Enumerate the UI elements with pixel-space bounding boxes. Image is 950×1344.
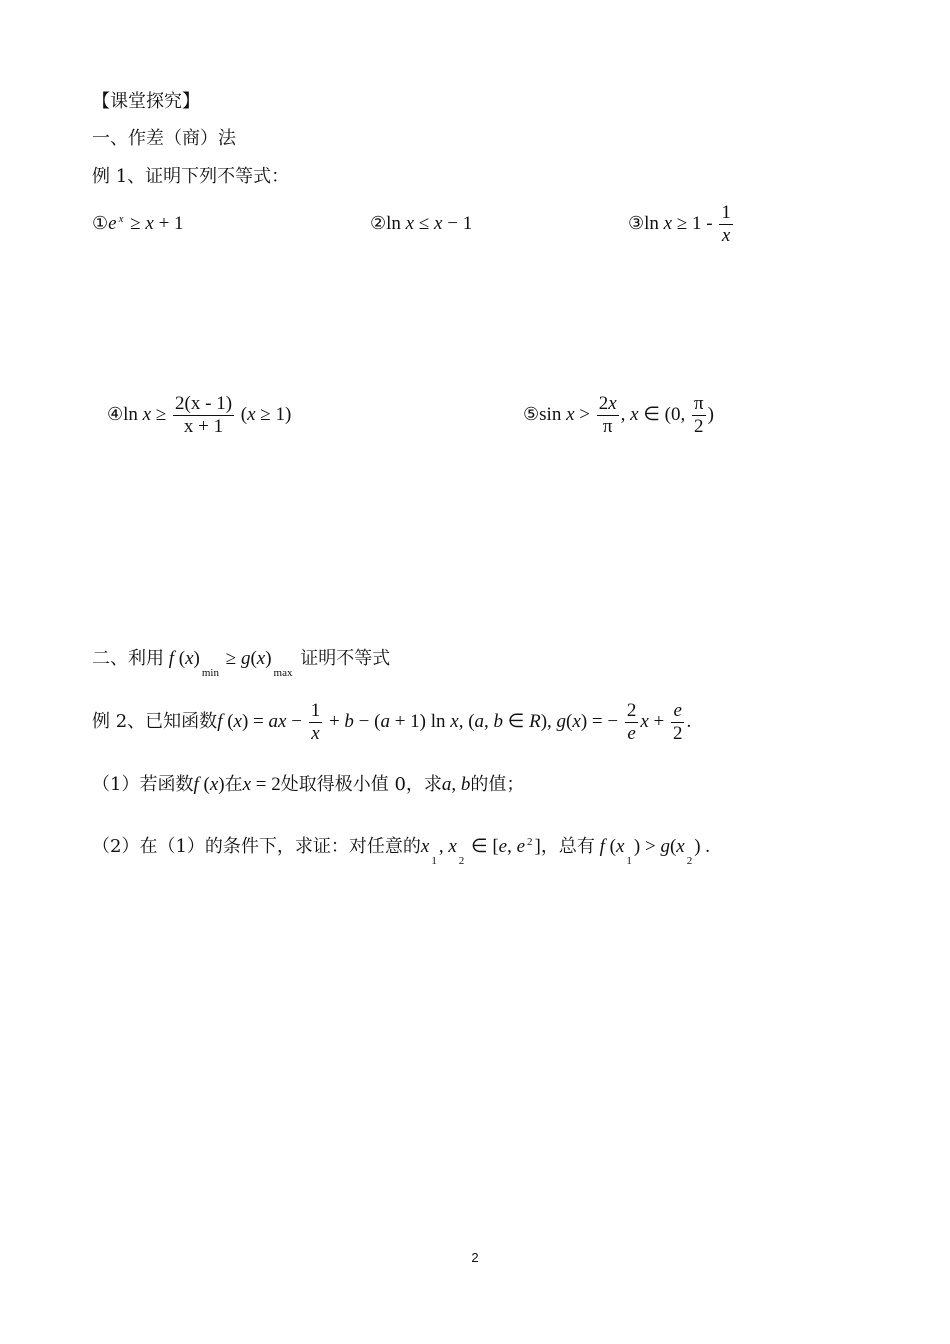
inequality-5: ⑤sin x > $\frac{2x}{\pi}$ , x ∈ (0, $\frac{\pi}{2}$ ) bbox=[523, 393, 714, 437]
circled-number-4: ④ bbox=[107, 403, 124, 425]
page-number: 2 bbox=[471, 1250, 479, 1265]
question-1: （1）若函数f (x)在x = 2处取得极小值 0，求a, b的值； bbox=[92, 774, 525, 795]
circled-number-3: ③ bbox=[628, 212, 645, 234]
circled-number-1: ① bbox=[92, 213, 109, 234]
inequality-1: ①e $^x$ ≥ x + 1 bbox=[92, 213, 184, 234]
section-2-title: 二、利用 f $(x)_{min} \ge g(x)_{max}$ 证明不等式 bbox=[92, 648, 391, 679]
section-header: 【课堂探究】 bbox=[92, 91, 200, 112]
section-1-title: 一、作差（商）法 bbox=[92, 128, 236, 149]
example-2-statement: 例 2、已知函数f (x) = ax − $\frac{1}{x}$ + b − (a + 1) ln x, (a, b ∈ R), g(x) = − $\frac{2}{e}$ x + $\frac{e}{2}$ . bbox=[92, 700, 692, 744]
circled-number-5: ⑤ bbox=[523, 403, 540, 425]
inequality-2: ②ln x ≤ x − 1 bbox=[370, 213, 473, 234]
question-2: （2）在（1）的条件下，求证：对任意的$x_1$, $x_2$ ∈ [e, e $^2$ ]，总有 f $(x_1) > g(x_2)$ . bbox=[92, 836, 711, 867]
example-1-label: 例 1、证明下列不等式： bbox=[92, 166, 290, 187]
inequality-4: ④ln x ≥ $\frac{2(x - 1)}{x + 1}$ (x ≥ 1) bbox=[107, 393, 292, 437]
circled-number-2: ② bbox=[370, 213, 387, 234]
inequality-3: ③ln x ≥ 1 - $\frac{1}{x}$ bbox=[628, 202, 731, 246]
